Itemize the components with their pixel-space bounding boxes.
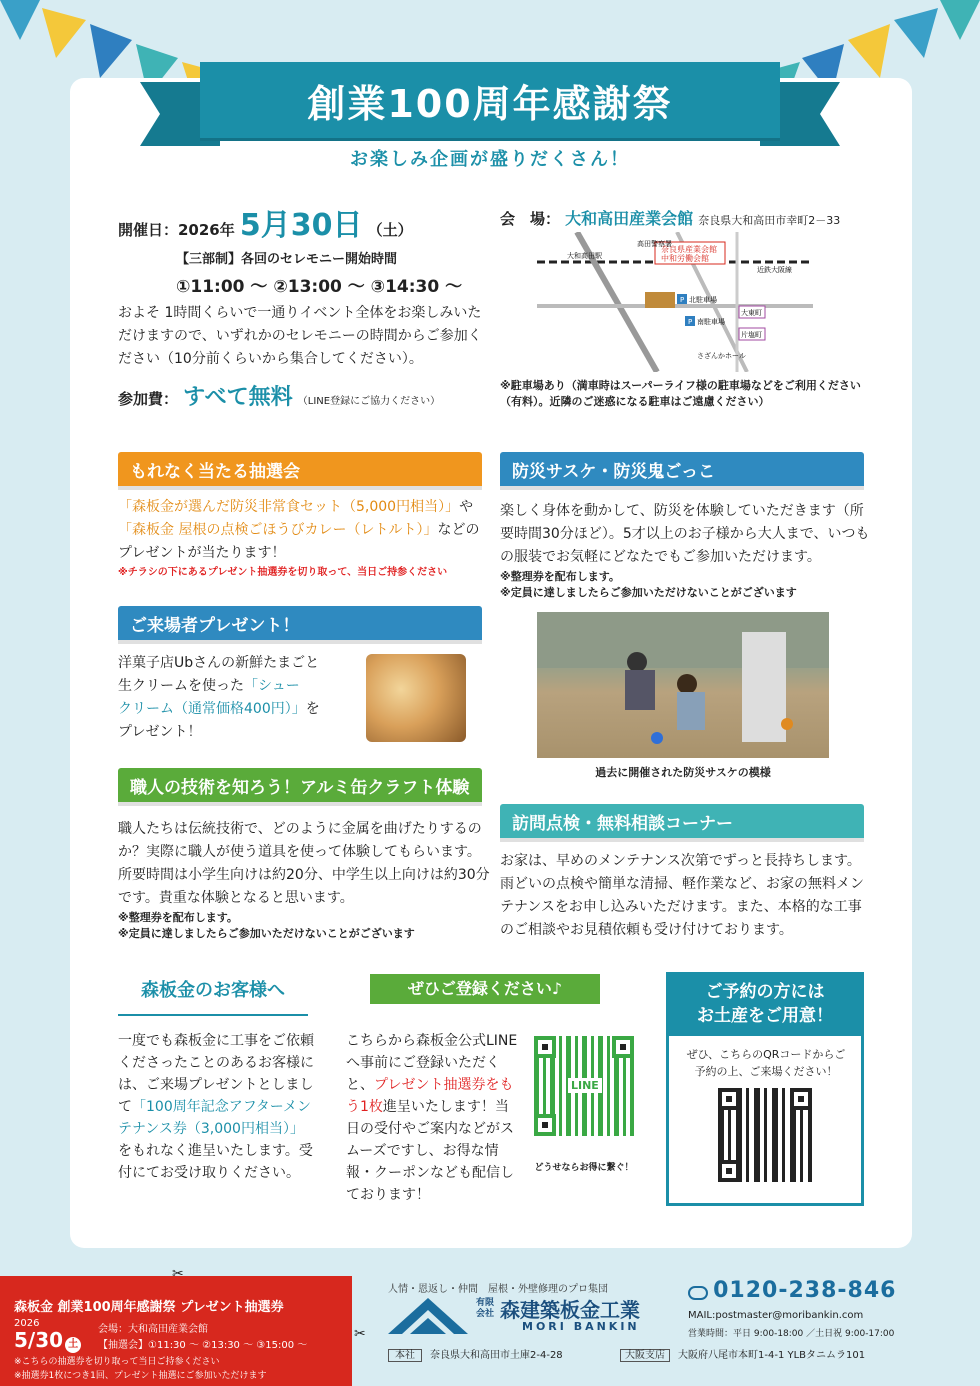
gift-line1: 洋菓子店Ubさんの新鮮たまごと — [118, 655, 320, 671]
customers-body2: 「100周年記念アフターメンテナンス券（3,000円相当）」 — [118, 1099, 312, 1137]
gift-line3b: を — [305, 701, 320, 717]
bousai-note1: ※整理券を配布します。 — [500, 570, 620, 583]
event-fee — [118, 380, 440, 411]
coupon-note1: ※こちらの抽選券を切り取って当日ご持参ください — [14, 1357, 220, 1367]
company-phone[interactable]: 0120-238-846 — [713, 1278, 897, 1303]
company-logo-icon — [388, 1294, 468, 1334]
map-shop1: 大東町 — [741, 309, 762, 317]
sessions-label: 【三部制】各回のセレモニー開始時間 — [176, 252, 398, 267]
scissors-icon: ✂ — [172, 1266, 184, 1282]
bousai-photo — [537, 612, 829, 758]
lottery-line3: プレゼントが当たります！ — [118, 545, 286, 561]
lottery-body — [118, 496, 490, 581]
line-body3: 進呈いたします！当日の受付やご案内などがスムーズですし、お得な情報・クーポンなども配信しております！ — [346, 1099, 514, 1203]
lottery-line1a: 「森板金が選んだ防災非常食セット（5,000円相当）」 — [118, 499, 460, 515]
cream-puff-photo — [366, 654, 466, 742]
date-label: 開催日：2026年 — [118, 221, 235, 239]
lottery-line2a: 「森板金 屋根の点検ごほうびカレー（レトルト）」 — [118, 522, 438, 538]
lottery-title: もれなく当たる抽選会 — [118, 452, 482, 486]
company-name-en: MORI BANKIN — [522, 1320, 640, 1333]
craft-note1: ※整理券を配布します。 — [118, 911, 238, 924]
qr-finder-tr — [612, 1036, 634, 1058]
qr-finder-tl — [534, 1036, 556, 1058]
map-parking1: 北駐車場 — [689, 296, 717, 304]
craft-note2: ※定員に達しましたらご参加いただけないことがございます — [118, 927, 415, 940]
coupon-dow: 土 — [65, 1337, 81, 1353]
fee-value: すべて無料 — [183, 385, 293, 410]
customers-body1: 一度でも森板金に工事をご依頼くださったことのあるお客様には、ご来場プレゼントとしまして — [118, 1033, 314, 1115]
fee-label: 参加費： — [118, 390, 179, 408]
branch-row — [620, 1346, 865, 1361]
hq-address: 奈良県大和高田市土庫2-4-28 — [430, 1350, 563, 1361]
company-hours: 営業時間：平日 9:00-18:00 ／土日祝 9:00-17:00 — [688, 1329, 895, 1339]
gift-line4: プレゼント！ — [118, 724, 202, 740]
bousai-body-block — [500, 500, 870, 601]
line-title: ぜひご登録ください♪ — [370, 974, 600, 1004]
branch-label: 大阪支店 — [620, 1349, 670, 1362]
venue-address: 奈良県大和高田市幸町2－33 — [698, 214, 841, 227]
coupon-venue: 会場：大和高田産業会館 — [98, 1324, 208, 1335]
coupon-title: 森板金 創業100周年感謝祭 プレゼント抽選券 — [14, 1300, 284, 1315]
lottery-line2b: などの — [437, 522, 480, 538]
page-title: 創業100周年感謝祭 — [200, 62, 780, 138]
line-qr-label: LINE — [568, 1078, 602, 1093]
line-body1: こちらから森板金公式LINEへ事前にご登録いただくと、 — [346, 1033, 518, 1093]
map-station-label: 大和高田駅 — [567, 252, 602, 260]
map-shop3: さざんかホール — [697, 352, 746, 360]
date-main: 5月30日 — [239, 208, 363, 243]
visit-title: 訪問点検・無料相談コーナー — [500, 804, 864, 838]
line-body — [346, 1030, 518, 1206]
customers-body3: をもれなく進呈いたします。受付にてお受け取りください。 — [118, 1143, 313, 1181]
map-p1: P — [680, 296, 685, 304]
coupon-note2: ※抽選券1枚につき1回、プレゼント抽選にご参加いただけます — [14, 1371, 267, 1381]
line-body2: プレゼント抽選券をもう1枚 — [346, 1077, 514, 1115]
map-shop4: 片塩町 — [741, 331, 762, 339]
bousai-body: 楽しく身体を動かして、防災を体験していただきます（所要時間30分ほど）。5才以上のお子様から大人まで、いつもの服装でお気軽にどなたでもご参加いただけます。 — [500, 503, 870, 565]
craft-body-block — [118, 818, 490, 942]
reserve-title — [666, 972, 864, 1036]
coupon-date-value: 5/30 — [14, 1328, 64, 1352]
gift-line2b: 「シュー — [244, 678, 300, 694]
company-tagline: 人情・恩返し・仲間 屋根・外壁修理のプロ集団 — [388, 1284, 608, 1295]
craft-title: 職人の技術を知ろう！アルミ缶クラフト体験 — [118, 768, 482, 802]
scissors-icon-2: ✂ — [354, 1326, 366, 1342]
map-parking2: 南駐車場 — [697, 318, 725, 326]
gift-title: ご来場者プレゼント！ — [118, 606, 482, 640]
company-mail[interactable]: MAIL:postmaster@moribankin.com — [688, 1310, 864, 1321]
hq-label: 本社 — [388, 1349, 422, 1362]
reserve-title-l1: ご予約の方には — [705, 982, 825, 1002]
lottery-coupon — [0, 1276, 352, 1386]
page-subtitle: お楽しみ企画が盛りだくさん！ — [350, 149, 630, 170]
map-venue-label: 奈良県産業会館 — [661, 245, 717, 254]
event-date — [118, 200, 413, 244]
bousai-title: 防災サスケ・防災鬼ごっこ — [500, 452, 864, 486]
reserve-qr-code[interactable] — [718, 1088, 812, 1182]
bousai-photo-caption: 過去に開催された防災サスケの模様 — [595, 766, 771, 779]
venue-map — [537, 232, 813, 372]
venue-name: 大和高田産業会館 — [565, 209, 694, 228]
phone-row — [688, 1278, 896, 1303]
date-dow: （土） — [367, 221, 413, 239]
map-venue-label2: 中和労働会館 — [661, 254, 709, 263]
qr2-finder-bl — [718, 1160, 740, 1182]
qr-finder-bl — [534, 1114, 556, 1136]
map-graphic — [537, 232, 813, 372]
gift-line2a: 生クリームを使った — [118, 678, 244, 694]
fee-note: （LINE登録にご協力ください） — [297, 396, 441, 407]
bousai-note2: ※定員に達しましたらご参加いただけないことがございます — [500, 586, 797, 599]
gift-line3: クリーム（通常価格400円）」 — [118, 701, 306, 717]
customers-body — [118, 1030, 316, 1184]
venue-label: 会 場： — [500, 210, 561, 228]
map-p2: P — [688, 318, 693, 326]
sessions-times: ①11:00 ～ ②13:00 ～ ③14:30 ～ — [176, 277, 463, 297]
line-qr-caption: どうせならお得に繋ぐ！ — [534, 1163, 634, 1173]
customers-title: 森板金のお客様へ — [118, 976, 308, 1016]
coupon-year: 2026 — [14, 1318, 40, 1329]
lottery-note: ※チラシの下にあるプレゼント抽選券を切り取って、当日ご持参ください — [118, 567, 448, 578]
line-qr-code[interactable] — [534, 1036, 634, 1136]
coupon-times: 【抽選会】①11:30 ～ ②13:30 ～ ③15:00 ～ — [98, 1340, 308, 1351]
lottery-line1b: や — [459, 499, 474, 515]
branch-address: 大阪府八尾市本町1-4-1 YLBタニムラ101 — [678, 1350, 866, 1361]
company-name: 森建築板金工業 — [500, 1298, 640, 1322]
qr2-finder-tr — [790, 1088, 812, 1110]
bousai-photo-art — [537, 612, 829, 758]
venue-info — [500, 206, 840, 229]
visit-body: お家は、早めのメンテナンス次第でずっと長持ちします。雨どいの点検や簡単な清掃、軽作業など、お家の無料メンテナンスをお申し込みいただけます。また、本格的な工事のご相談やお見積依頼も受け付けております。 — [500, 853, 864, 938]
craft-body: 職人たちは伝統技術で、どのように金属を曲げたりするのか？実際に職人が使う道具を使って体験してもらいます。所要時間は小学生向けは約20分、中学生以上向けは約30分です。貴重な体験となると思います。 — [118, 821, 490, 906]
freedial-icon — [688, 1286, 708, 1300]
company-type: 有限会社 — [476, 1298, 495, 1319]
hq-row — [388, 1346, 563, 1361]
qr2-finder-tl — [718, 1088, 740, 1110]
title-banner — [140, 48, 840, 158]
event-description: およそ 1時間くらいで一通りイベント全体をお楽しみいただけますので、いずれかのセレモニーの時間からご参加ください（10分前くらいから集合してください）。 — [118, 305, 482, 367]
map-road1: 近鉄大阪線 — [757, 266, 792, 274]
parking-note: ※駐車場あり（満車時はスーパーライフ様の駐車場などをご利用ください（有料）。近隣のご迷惑になる駐車はご遠慮ください） — [500, 379, 861, 408]
reserve-body: ぜひ、こちらのQRコードからご予約の上、ご来場ください！ — [686, 1048, 846, 1078]
gift-body — [118, 652, 358, 744]
map-shop2: 高田警察署 — [637, 240, 672, 248]
reserve-title-l2: お土産をご用意！ — [697, 1006, 833, 1026]
coupon-date — [14, 1328, 81, 1353]
